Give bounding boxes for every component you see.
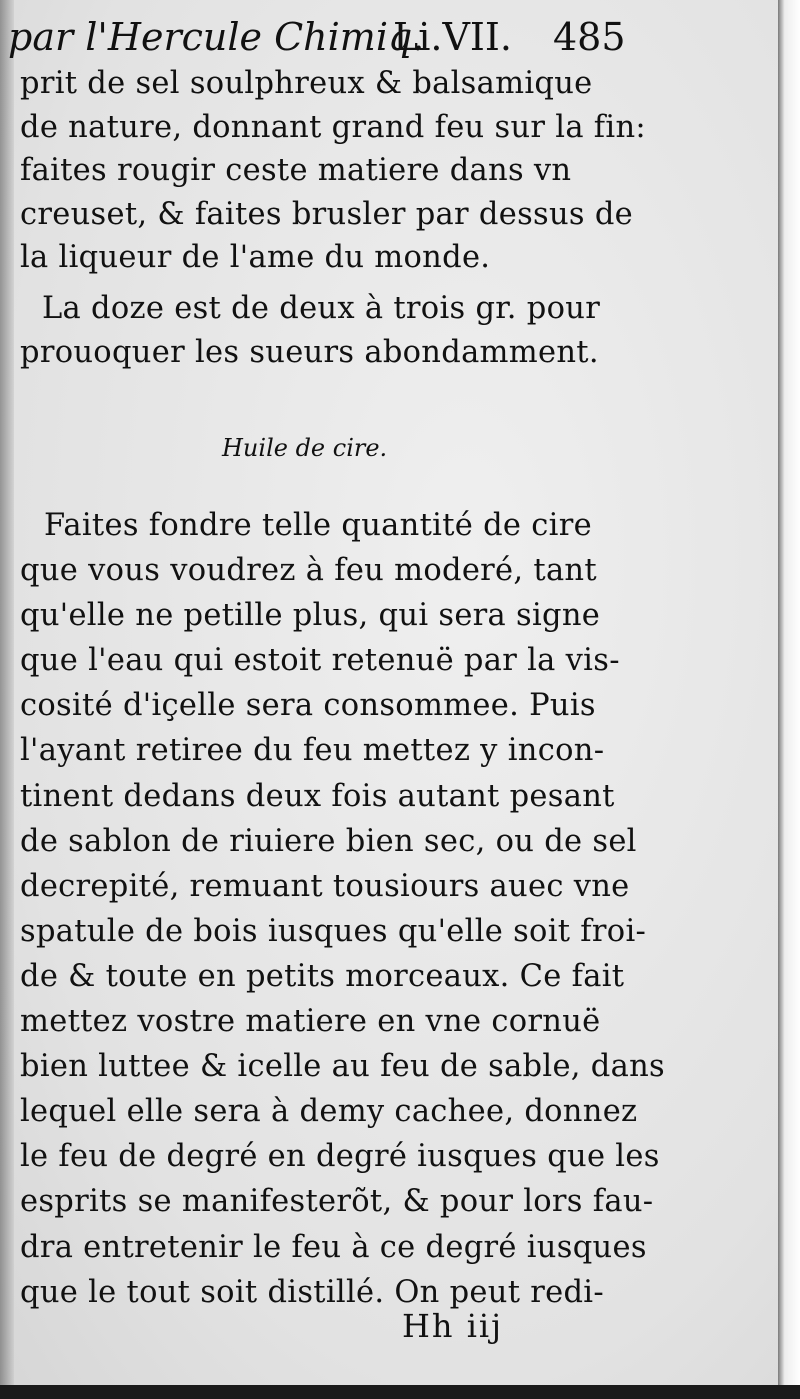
signature-mark: Hh iij (402, 1307, 504, 1345)
text-line: que l'eau qui estoit retenuë par la vis- (20, 643, 620, 679)
text-line: spatule de bois iusques qu'elle soit froi- (20, 913, 647, 949)
book-number: Li.VII. (393, 15, 513, 59)
text-line: cosité d'içelle sera consommee. Puis (20, 688, 596, 724)
text-line: de sablon de riuiere bien sec, ou de sel (20, 823, 637, 859)
text-line: decrepité, remuant tousiours auec vne (20, 868, 630, 904)
text-line: de & toute en petits morceaux. Ce fait (20, 958, 625, 994)
page-gutter-shadow (0, 0, 14, 1385)
paragraph-2 (20, 287, 620, 374)
text-line: mettez vostre matiere en vne cornuë (20, 1004, 601, 1040)
text-line: dra entretenir le feu à ce degré iusques (20, 1229, 647, 1265)
text-line: que vous voudrez à feu moderé, tant (20, 553, 597, 589)
text-line: la liqueur de l'ame du monde. (20, 240, 491, 275)
text-line: Faites fondre telle quantité de cire (44, 508, 592, 543)
text-line: de nature, donnant grand feu sur la fin: (20, 109, 646, 145)
text-line: esprits se manifesterõt, & pour lors fau- (20, 1184, 654, 1220)
page-number: 485 (553, 15, 626, 59)
text-line: creuset, & faites brusler par dessus de (20, 196, 634, 232)
text-line: prit de sel soulphreux & balsamique (20, 66, 593, 101)
page-edge-bottom (0, 1385, 800, 1399)
page-edge-right (778, 0, 800, 1399)
text-line: lequel elle sera à demy cachee, donnez (20, 1094, 638, 1130)
paragraph-1 (20, 62, 646, 280)
text-line: que le tout soit distillé. On peut redi- (20, 1274, 604, 1310)
text-line: tinent dedans deux fois autant pesant (20, 778, 615, 814)
running-title: par l'Hercule Chimiq. (8, 15, 425, 59)
text-line: qu'elle ne petille plus, qui sera signe (20, 598, 601, 634)
text-line: La doze est de deux à trois gr. pour (42, 291, 601, 326)
text-line: prouoquer les sueurs abondamment. (20, 334, 599, 370)
text-line: faites rougir ceste matiere dans vn (20, 153, 572, 188)
text-line: l'ayant retiree du feu mettez y incon- (20, 733, 605, 769)
text-line: le feu de degré en degré iusques que les (20, 1139, 660, 1175)
running-header (8, 14, 628, 60)
section-heading: Huile de cire. (222, 434, 388, 462)
text-line: bien luttee & icelle au feu de sable, dans (20, 1049, 665, 1085)
paragraph-3 (20, 503, 665, 1315)
